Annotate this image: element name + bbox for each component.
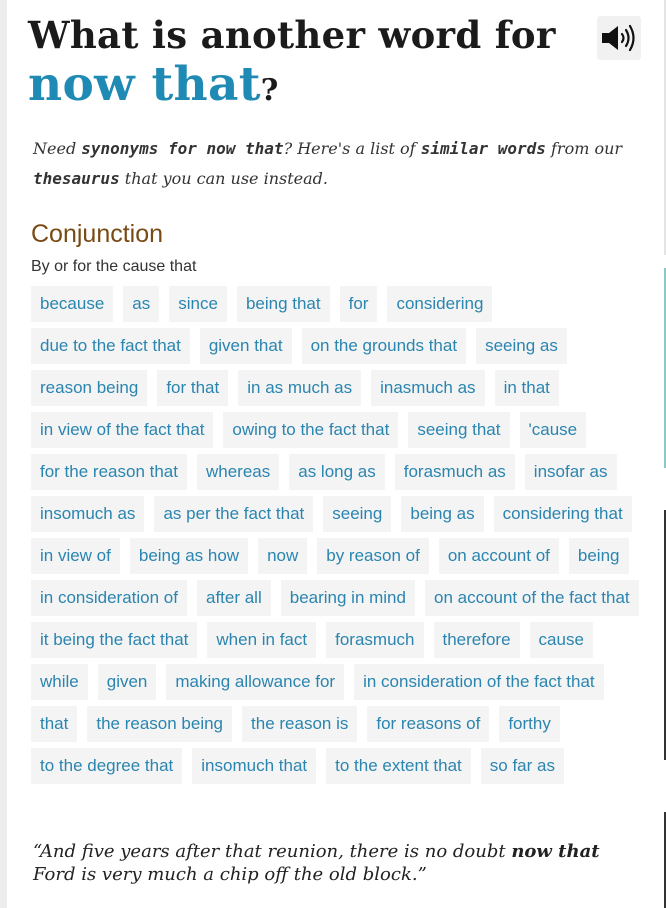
synonym-chip[interactable]: being that: [237, 286, 330, 322]
synonym-chip[interactable]: on account of the fact that: [425, 580, 639, 616]
part-of-speech-heading: Conjunction: [31, 220, 164, 248]
synonym-chip[interactable]: for reasons of: [367, 706, 489, 742]
example-quote: [33, 840, 643, 886]
intro-part: ? Here's a list of: [283, 139, 421, 158]
synonym-chip[interactable]: seeing that: [408, 412, 509, 448]
intro-bold: thesaurus: [33, 169, 120, 188]
synonym-chip[interactable]: after all: [197, 580, 271, 616]
synonym-chip[interactable]: reason being: [31, 370, 147, 406]
definition-text: By or for the cause that: [31, 258, 197, 275]
synonym-chip[interactable]: that: [31, 706, 77, 742]
synonym-chip[interactable]: it being the fact that: [31, 622, 197, 658]
synonym-chip[interactable]: in that: [495, 370, 559, 406]
synonym-chip[interactable]: forthy: [499, 706, 560, 742]
synonym-chip[interactable]: considering: [387, 286, 492, 322]
synonym-chip[interactable]: seeing: [323, 496, 391, 532]
page-title: [28, 10, 598, 116]
synonym-chip[interactable]: inasmuch as: [371, 370, 484, 406]
synonym-chip[interactable]: insomuch as: [31, 496, 144, 532]
synonym-chip[interactable]: insofar as: [525, 454, 617, 490]
synonym-chip[interactable]: so far as: [481, 748, 564, 784]
synonym-chip[interactable]: forasmuch: [326, 622, 423, 658]
synonym-chip[interactable]: to the degree that: [31, 748, 182, 784]
synonym-chip[interactable]: due to the fact that: [31, 328, 190, 364]
synonym-chip[interactable]: being as how: [130, 538, 248, 574]
synonym-chip[interactable]: therefore: [434, 622, 520, 658]
synonym-chip[interactable]: cause: [530, 622, 593, 658]
synonym-chip[interactable]: in view of the fact that: [31, 412, 213, 448]
pronunciation-button[interactable]: [597, 16, 641, 60]
synonym-chip[interactable]: considering that: [494, 496, 632, 532]
synonym-chip[interactable]: in view of: [31, 538, 120, 574]
synonym-chip[interactable]: given that: [200, 328, 292, 364]
synonym-chip[interactable]: being: [569, 538, 629, 574]
quote-part: Ford is very much a chip off the old block.”: [33, 864, 427, 885]
synonym-chip[interactable]: on account of: [439, 538, 559, 574]
intro-text: [33, 134, 643, 194]
synonym-chip[interactable]: now: [258, 538, 307, 574]
synonym-chip[interactable]: since: [169, 286, 227, 322]
speaker-icon: [599, 23, 639, 53]
synonym-chip[interactable]: in consideration of the fact that: [354, 664, 604, 700]
synonym-chip[interactable]: being as: [401, 496, 483, 532]
title-suffix: ?: [260, 73, 279, 108]
synonym-chip[interactable]: insomuch that: [192, 748, 316, 784]
synonym-chip[interactable]: on the grounds that: [302, 328, 467, 364]
synonym-chip[interactable]: by reason of: [317, 538, 429, 574]
intro-part: from our: [545, 139, 623, 158]
synonym-chip[interactable]: the reason being: [87, 706, 232, 742]
synonym-chip[interactable]: as per the fact that: [154, 496, 313, 532]
quote-part: “And five years after that reunion, there is no doubt: [33, 841, 512, 862]
synonym-chip[interactable]: for: [340, 286, 378, 322]
intro-part: that you can use instead.: [119, 169, 328, 188]
title-prefix: What is another word for: [28, 13, 556, 57]
synonym-chip[interactable]: because: [31, 286, 113, 322]
synonym-chip[interactable]: whereas: [197, 454, 279, 490]
synonym-chip[interactable]: bearing in mind: [281, 580, 415, 616]
synonym-chip[interactable]: for the reason that: [31, 454, 187, 490]
synonym-chip[interactable]: seeing as: [476, 328, 567, 364]
left-gutter: [0, 0, 7, 908]
synonym-chip[interactable]: 'cause: [520, 412, 587, 448]
synonym-chip[interactable]: as long as: [289, 454, 385, 490]
synonym-chip[interactable]: in as much as: [238, 370, 361, 406]
intro-bold: synonyms for now that: [81, 139, 284, 158]
quote-keyword: now that: [511, 841, 600, 862]
synonym-chip[interactable]: as: [123, 286, 159, 322]
synonym-chip[interactable]: while: [31, 664, 88, 700]
title-keyword: now that: [28, 57, 261, 112]
synonym-chip[interactable]: owing to the fact that: [223, 412, 398, 448]
synonym-chip[interactable]: to the extent that: [326, 748, 471, 784]
synonym-chip[interactable]: when in fact: [207, 622, 316, 658]
synonym-chip[interactable]: given: [98, 664, 157, 700]
synonym-chip[interactable]: for that: [157, 370, 228, 406]
synonym-chip[interactable]: the reason is: [242, 706, 357, 742]
intro-bold: similar words: [420, 139, 546, 158]
synonym-chip[interactable]: forasmuch as: [395, 454, 515, 490]
intro-part: Need: [33, 139, 82, 158]
synonym-list: [31, 286, 651, 784]
synonym-chip[interactable]: in consideration of: [31, 580, 187, 616]
synonym-chip[interactable]: making allowance for: [166, 664, 344, 700]
